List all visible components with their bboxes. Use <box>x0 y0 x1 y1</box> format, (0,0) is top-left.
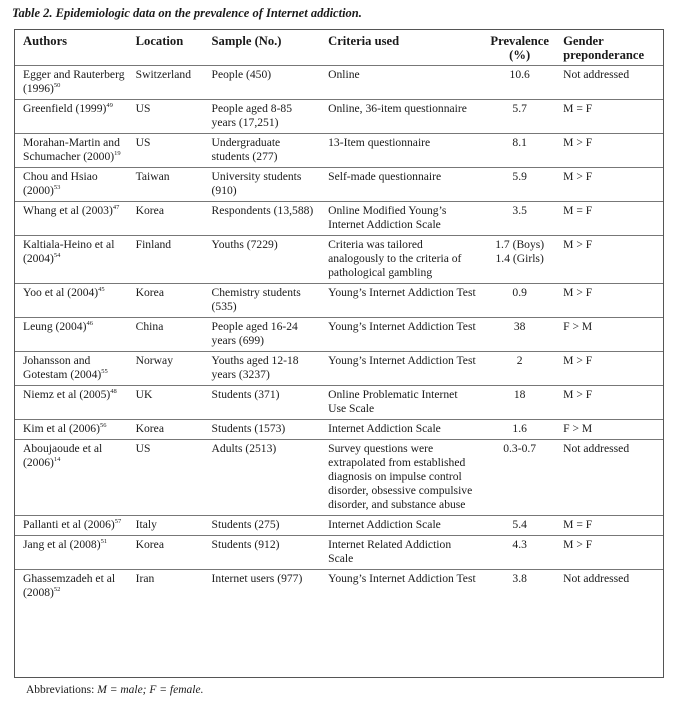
header-sample: Sample (No.) <box>211 34 282 48</box>
cell-author <box>15 420 128 440</box>
cell-gender: M > F <box>555 352 663 386</box>
table-row <box>15 318 663 352</box>
cell-criteria: Internet Related Addiction Scale <box>320 536 479 570</box>
cell-author <box>15 236 128 284</box>
cell-location: Switzerland <box>128 66 204 100</box>
cell-location: Norway <box>128 352 204 386</box>
cell-location: Korea <box>128 284 204 318</box>
cell-gender: M = F <box>555 100 663 134</box>
cell-sample: Chemistry students (535) <box>204 284 321 318</box>
table-row <box>15 516 663 536</box>
cell-sample: Undergraduate students (277) <box>204 134 321 168</box>
reference-number: 56 <box>99 422 107 429</box>
reference-number: 45 <box>98 286 105 293</box>
header-row <box>15 30 663 66</box>
abbreviations-prefix: Abbreviations: <box>26 684 98 696</box>
cell-author <box>15 536 128 570</box>
table-row <box>15 100 663 134</box>
cell-author <box>15 570 128 604</box>
reference-number: 55 <box>101 368 108 375</box>
cell-sample: Students (912) <box>204 536 321 570</box>
reference-number: 54 <box>53 252 61 259</box>
cell-prevalence: 10.6 <box>479 66 555 100</box>
cell-prevalence: 1.7 (Boys) 1.4 (Girls) <box>479 236 555 284</box>
cell-author <box>15 100 128 134</box>
table-row <box>15 66 663 100</box>
cell-sample: Respondents (13,588) <box>204 202 321 236</box>
author-name: Leung (2004) <box>23 320 87 333</box>
author-name: Chou and Hsiao (2000) <box>23 170 98 197</box>
cell-author <box>15 440 128 516</box>
cell-gender: Not addressed <box>555 440 663 516</box>
cell-author <box>15 134 128 168</box>
cell-gender: M = F <box>555 202 663 236</box>
cell-sample: Students (275) <box>204 516 321 536</box>
cell-location: US <box>128 100 204 134</box>
cell-criteria: Young’s Internet Addiction Test <box>320 352 479 386</box>
cell-criteria: Online, 36-item questionnaire <box>320 100 479 134</box>
header-authors: Authors <box>23 34 68 48</box>
reference-number: 14 <box>53 456 61 463</box>
author-name: Pallanti et al (2006) <box>23 518 115 531</box>
table-row <box>15 440 663 516</box>
author-name: Greenfield (1999) <box>23 102 107 115</box>
cell-prevalence: 2 <box>479 352 555 386</box>
table-frame <box>14 29 664 678</box>
table-row <box>15 386 663 420</box>
cell-prevalence: 18 <box>479 386 555 420</box>
table-caption: Table 2. Epidemiologic data on the prevalence of Internet addiction. <box>12 6 362 20</box>
table-row <box>15 236 663 284</box>
author-name: Morahan-Martin and Schumacher (2000) <box>23 136 120 163</box>
table-row <box>15 134 663 168</box>
cell-location: UK <box>128 386 204 420</box>
cell-prevalence: 0.9 <box>479 284 555 318</box>
header-criteria: Criteria used <box>328 34 400 48</box>
cell-prevalence: 4.3 <box>479 536 555 570</box>
author-name: Kim et al (2006) <box>23 422 100 435</box>
cell-sample: Students (371) <box>204 386 321 420</box>
cell-sample: University students (910) <box>204 168 321 202</box>
author-name: Johansson and Gotestam (2004) <box>23 354 102 381</box>
cell-author <box>15 318 128 352</box>
cell-prevalence: 5.4 <box>479 516 555 536</box>
cell-author <box>15 516 128 536</box>
reference-number: 47 <box>112 204 120 211</box>
author-name: Whang et al (2003) <box>23 204 113 217</box>
cell-sample: Adults (2513) <box>204 440 321 516</box>
cell-criteria: Criteria was tailored analogously to the criteria of pathological gambling <box>320 236 479 284</box>
cell-author <box>15 202 128 236</box>
author-name: Kaltiala-Heino et al (2004) <box>23 238 115 265</box>
cell-prevalence: 3.8 <box>479 570 555 604</box>
cell-gender: M = F <box>555 516 663 536</box>
cell-author <box>15 284 128 318</box>
prevalence-table <box>15 30 663 603</box>
header-location: Location <box>135 34 184 48</box>
cell-location: China <box>128 318 204 352</box>
author-name: Aboujaoude et al (2006) <box>23 442 103 469</box>
cell-author <box>15 66 128 100</box>
cell-criteria: Survey questions were extrapolated from established diagnosis on impulse control disorder, obsessive compulsive disorder, and substance abuse <box>320 440 479 516</box>
author-name: Yoo et al (2004) <box>23 286 99 299</box>
cell-criteria: Internet Addiction Scale <box>320 420 479 440</box>
cell-location: US <box>128 134 204 168</box>
cell-sample: Youths aged 12-18 years (3237) <box>204 352 321 386</box>
reference-number: 49 <box>106 102 113 109</box>
cell-location: Taiwan <box>128 168 204 202</box>
cell-author <box>15 386 128 420</box>
reference-number: 51 <box>100 538 108 545</box>
cell-gender: F > M <box>555 420 663 440</box>
cell-prevalence: 1.6 <box>479 420 555 440</box>
cell-location: Italy <box>128 516 204 536</box>
cell-location: Korea <box>128 536 204 570</box>
table-row <box>15 420 663 440</box>
cell-location: Finland <box>128 236 204 284</box>
cell-gender: M > F <box>555 536 663 570</box>
author-name: Ghassemzadeh et al (2008) <box>23 572 116 599</box>
cell-prevalence: 5.9 <box>479 168 555 202</box>
cell-gender: M > F <box>555 284 663 318</box>
author-name: Niemz et al (2005) <box>23 388 111 401</box>
cell-criteria: Young’s Internet Addiction Test <box>320 570 479 604</box>
table-body <box>15 66 663 604</box>
table-row <box>15 202 663 236</box>
cell-criteria: 13-Item questionnaire <box>320 134 479 168</box>
author-name: Jang et al (2008) <box>23 538 101 551</box>
cell-sample: Students (1573) <box>204 420 321 440</box>
cell-criteria: Self-made questionnaire <box>320 168 479 202</box>
cell-location: Korea <box>128 420 204 440</box>
author-name: Egger and Rauterberg (1996) <box>23 68 125 95</box>
table-row <box>15 352 663 386</box>
cell-gender: M > F <box>555 134 663 168</box>
cell-criteria: Internet Addiction Scale <box>320 516 479 536</box>
reference-number: 57 <box>114 518 122 525</box>
cell-prevalence: 5.7 <box>479 100 555 134</box>
cell-location: US <box>128 440 204 516</box>
cell-location: Iran <box>128 570 204 604</box>
table-row <box>15 536 663 570</box>
table-row <box>15 284 663 318</box>
abbreviations-note <box>26 684 203 696</box>
table-row <box>15 570 663 604</box>
header-gender: Gender preponderance <box>563 34 645 62</box>
cell-prevalence: 3.5 <box>479 202 555 236</box>
cell-gender: M > F <box>555 236 663 284</box>
cell-gender: M > F <box>555 168 663 202</box>
cell-criteria: Young’s Internet Addiction Test <box>320 284 479 318</box>
reference-number: 19 <box>114 150 121 157</box>
cell-prevalence: 8.1 <box>479 134 555 168</box>
cell-criteria: Online Problematic Internet Use Scale <box>320 386 479 420</box>
cell-sample: Internet users (977) <box>204 570 321 604</box>
reference-number: 48 <box>110 388 117 395</box>
cell-sample: Youths (7229) <box>204 236 321 284</box>
cell-criteria: Young’s Internet Addiction Test <box>320 318 479 352</box>
cell-criteria: Online <box>320 66 479 100</box>
reference-number: 52 <box>53 586 61 593</box>
cell-author <box>15 352 128 386</box>
cell-gender: F > M <box>555 318 663 352</box>
reference-number: 46 <box>86 320 93 327</box>
cell-gender: M > F <box>555 386 663 420</box>
cell-author <box>15 168 128 202</box>
cell-sample: People (450) <box>204 66 321 100</box>
header-prevalence: Prevalence (%) <box>490 34 549 62</box>
table-row <box>15 168 663 202</box>
reference-number: 50 <box>53 82 61 89</box>
reference-number: 53 <box>53 184 61 191</box>
cell-sample: People aged 16-24 years (699) <box>204 318 321 352</box>
cell-prevalence: 38 <box>479 318 555 352</box>
cell-gender: Not addressed <box>555 570 663 604</box>
cell-criteria: Online Modified Young’s Internet Addiction Scale <box>320 202 479 236</box>
cell-location: Korea <box>128 202 204 236</box>
cell-gender: Not addressed <box>555 66 663 100</box>
abbreviations-text: M = male; F = female. <box>97 684 204 696</box>
cell-prevalence: 0.3-0.7 <box>479 440 555 516</box>
cell-sample: People aged 8-85 years (17,251) <box>204 100 321 134</box>
